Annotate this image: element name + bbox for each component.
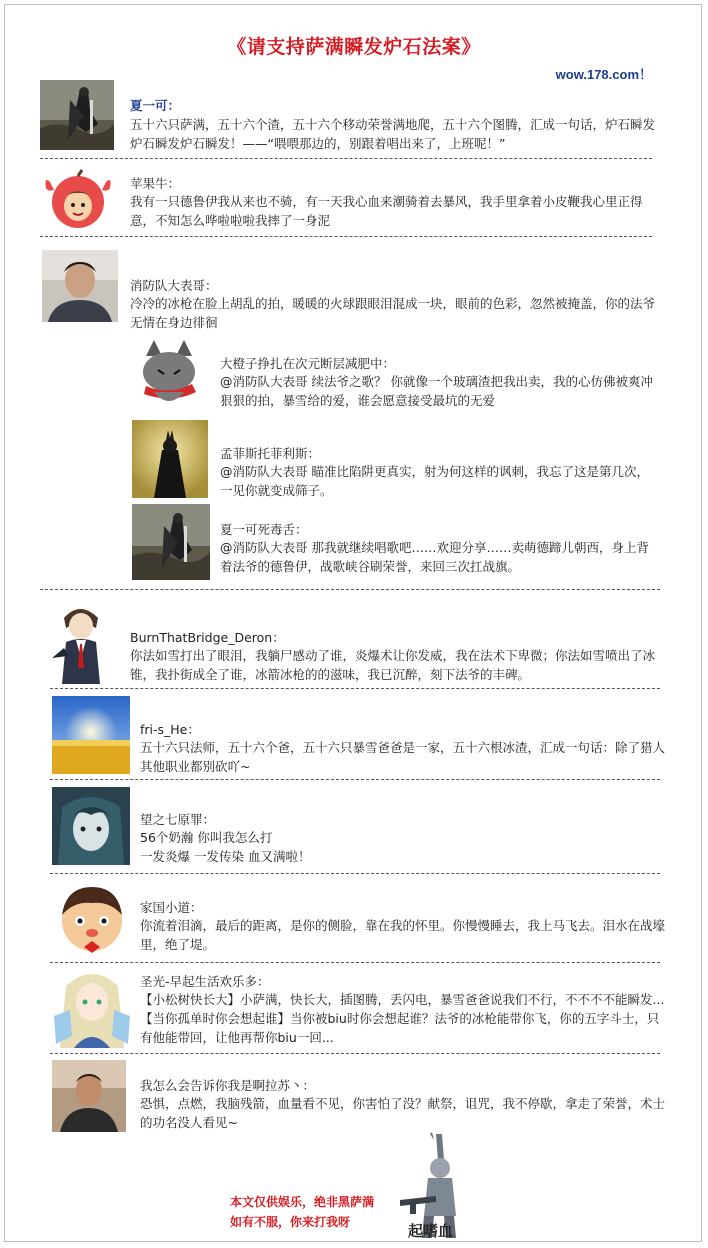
avatar-xiayike-tongue[interactable] (132, 504, 210, 580)
avatar-jiaguo[interactable] (56, 881, 128, 955)
footer-disclaimer: 本文仅供娱乐，绝非黑萨满 (230, 1195, 375, 1209)
post-name: 夏一可死毒舌： (220, 522, 308, 537)
separator (50, 1053, 660, 1054)
post-text: 你流着泪滴，最后的距离，是你的侧脸，靠在我的怀里。你慢慢睡去，我上马飞去。泪水在战壕里，绝了堤。 (140, 918, 666, 952)
separator (40, 158, 652, 159)
post-name: 我怎么会告诉你我是啊拉苏丶： (140, 1078, 316, 1093)
post-text: 你法如雪打出了眼泪，我躺尸感动了谁，炎爆术让你发威，我在法术下卑微；你法如雪喷出了冰锥，我扑街成全了谁，冰箭冰枪的的滋味，我已沉醉，刻下法爷的丰碑。 (130, 648, 656, 682)
avatar-fri-s-he[interactable] (52, 696, 130, 774)
person-photo-icon (42, 250, 118, 322)
avatar-dark-knight-icon (40, 80, 114, 150)
post-name: 孟菲斯托菲利斯： (220, 446, 321, 461)
post-name: 望之七原罪： (140, 812, 216, 827)
separator (50, 688, 660, 689)
avatar-fireman-cousin[interactable] (42, 250, 118, 322)
avatar-apple-cow[interactable] (40, 168, 116, 230)
post-text: @消防队大表哥 那我就继续唱歌吧……欢迎分享……卖萌德蹄儿朝西，身上背着法爷的德鲁伊，战歌峡谷刷荣誉，来回三次扛战旗。 (220, 540, 649, 574)
post-text: 【小松树快长大】小萨满，快长大，插图腾，丢闪电，暴雪爸爸说我们不行，不不不不能瞬发...【当你孤单时你会想起谁】当你被biu时你会想起谁？法爷的冰枪能带你飞，你的五字斗士，只有他能带回，让他再帮你biu一回... (140, 992, 665, 1045)
post-name: 夏一可： (130, 98, 181, 113)
separator (50, 962, 660, 963)
sunset-field-icon (52, 696, 130, 774)
post-text: @消防队大表哥 瞄准比陷阱更真实，射为何这样的讽刺，我忘了这是第几次，一见你就变成筛子。 (220, 464, 649, 498)
post-name: 消防队大表哥： (130, 278, 218, 293)
separator (40, 236, 652, 237)
post-name: 圣光-早起生活欢乐多： (140, 974, 270, 989)
cartoon-boy-icon (56, 881, 128, 955)
avatar-xiayike[interactable] (40, 80, 114, 150)
post-text: 我有一只德鲁伊我从来也不骑，有一天我心血来潮骑着去暴风，我手里拿着小皮鞭我心里正得意，不知怎么哗啦啦啦我摔了一身泥 (130, 194, 643, 228)
post-name: BurnThatBridge_Deron： (130, 630, 285, 645)
sticker-caption: 起嗜血 (408, 1222, 454, 1240)
separator (50, 873, 660, 874)
person-photo-icon (52, 1060, 126, 1132)
post-name: 家国小道： (140, 900, 203, 915)
avatar-mephisto[interactable] (132, 420, 208, 498)
post-text: 五十六只萨满，五十六个渣，五十六个移动荣誉满地爬，五十六个图腾，汇成一句话，炉石瞬发炉石瞬发炉石瞬发！——“喂喂那边的，别跟着唱出来了，上班呢！” (130, 117, 656, 151)
dark-figure-icon (132, 420, 208, 498)
avatar-holy-light[interactable] (52, 966, 132, 1048)
apple-cow-icon (40, 168, 116, 230)
post-name: fri-s_He： (140, 722, 200, 737)
avatar-burnthatbridge[interactable] (44, 598, 116, 684)
post-name: 大橙子挣扎在次元断层减肥中： (220, 356, 396, 371)
avatar-alasu[interactable] (52, 1060, 126, 1132)
avatar-dark-knight-icon (132, 504, 210, 580)
girl-portrait-icon (52, 787, 130, 865)
page-title: 《请支持萨满瞬发炉石法案》 (227, 36, 481, 58)
footer-challenge: 如有不服，你来打我呀 (230, 1215, 351, 1229)
separator (50, 779, 660, 780)
anime-boy-icon (44, 598, 116, 684)
post-text: 56个奶瀚 你叫我怎么打 一发炎爆 一发传染 血又满啦！ (140, 830, 311, 864)
avatar-big-orange[interactable] (132, 336, 206, 410)
site-link[interactable]: wow.178.com！ (555, 67, 652, 82)
post-name: 苹果牛： (130, 176, 181, 191)
post-text: 恐惧，点燃，我脑残箭，血量看不见，你害怕了没？献祭，诅咒，我不停歇，拿走了荣誉，术士的功名没人看见~ (140, 1096, 666, 1130)
post-text: @消防队大表哥 续法爷之歌？ 你就像一个玻璃渣把我出卖，我的心仿佛被爽冲狠狠的拍，暴雪给的爱，谁会愿意接受最坑的无爱 (220, 374, 653, 408)
separator (40, 589, 660, 590)
grey-cat-icon (132, 336, 206, 410)
post-text: 冷冷的冰枪在脸上胡乱的拍，暖暖的火球跟眼泪混成一块，眼前的色彩，忽然被掩盖，你的法爷无情在身边徘徊 (130, 296, 656, 330)
avatar-seven-sins[interactable] (52, 787, 130, 865)
priest-girl-icon (52, 966, 132, 1048)
post-text: 五十六只法师，五十六个爸，五十六只暴雪爸爸是一家，五十六根冰渣，汇成一句话：除了猎人其他职业都别砍吖~ (140, 740, 666, 774)
